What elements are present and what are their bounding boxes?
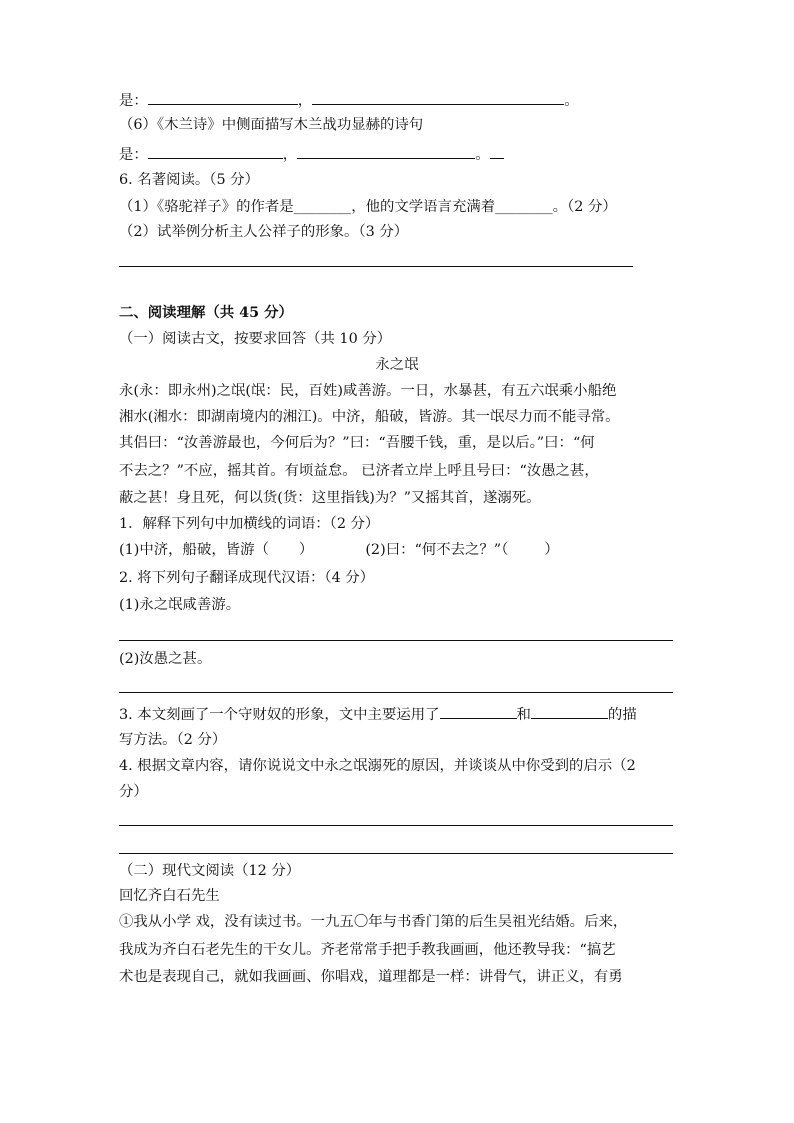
part-2-heading: （二）现代文阅读（12 分） — [119, 863, 301, 879]
passage-line: 其侣曰：“汝善游最也，今何后为？”曰：“吾腰千钱，重，是以后。”曰：“何 — [119, 435, 595, 451]
question-1a: (1)中济，船破，皆游（ — [119, 542, 269, 558]
article-line: 我成为齐白石老先生的干女儿。齐老常常手把手教我画画，他还教导我：“搞艺 — [119, 942, 616, 958]
article-line: 术也是表现自己，就如我画画、你唱戏，道理都是一样：讲骨气，讲正义，有勇 — [119, 969, 623, 985]
answer-rule[interactable] — [119, 692, 673, 693]
question-1: 1．解释下列句中加横线的词语：（2 分） — [119, 516, 380, 532]
question-1b: (2)曰：“何不去之？”（ — [365, 542, 509, 558]
answer-rule[interactable] — [119, 825, 673, 826]
question-3-text-end: 的描 — [607, 707, 637, 723]
answer-rule[interactable] — [119, 853, 673, 854]
comma: ， — [282, 147, 298, 163]
passage-line: 蔽之甚！身且死，何以货(货：这里指钱)为？”又摇其首，遂溺死。 — [119, 490, 541, 506]
passage-line: 不去之？”不应，摇其首。有顷益怠。 已济者立岸上呼且号曰：“汝愚之甚， — [119, 463, 599, 479]
blank[interactable] — [297, 143, 475, 159]
answer-line-6 — [119, 143, 504, 165]
paren-close: ） — [544, 542, 559, 558]
question-2: 2. 将下列句子翻译成现代汉语：（4 分） — [119, 570, 375, 586]
article-title: 回忆齐白石先生 — [119, 888, 220, 904]
passage-line: 湘水(湘水：即湖南境内的湘江)。中济，船破，皆游。其一氓尽力而不能寻常。 — [119, 409, 620, 425]
blank-tail — [490, 143, 504, 159]
question-6-sub: （6）《木兰诗》中侧面描写木兰战功显赫的诗句 — [119, 117, 424, 133]
period: 。 — [475, 147, 490, 163]
question-2a: (1)永之氓咸善游。 — [119, 597, 241, 613]
question-1-items — [119, 540, 559, 560]
answer-line-5 — [119, 89, 579, 111]
question-3-line-2: 写方法。（2 分） — [119, 732, 227, 748]
paren-close: ） — [298, 542, 314, 558]
article-line: ①我从小学 戏，没有读过书。一九五〇年与书香门第的后生吴祖光结婚。后来， — [119, 914, 628, 930]
passage-line: 永(永：即永州)之氓(氓：民，百姓)咸善游。一日，水暴甚，有五六氓乘小船绝 — [119, 383, 617, 399]
part-1-heading: （一）阅读古文，按要求回答（共 10 分） — [119, 331, 392, 347]
blank[interactable] — [148, 143, 283, 159]
blank[interactable] — [148, 89, 298, 105]
period: 。 — [564, 93, 579, 109]
question-6-item-2: （2）试举例分析主人公祥子的形象。（3 分） — [119, 224, 409, 240]
question-2b: (2)汝愚之甚。 — [119, 651, 212, 667]
answer-prefix: 是： — [119, 93, 148, 109]
blank[interactable] — [531, 703, 608, 719]
answer-prefix: 是： — [119, 147, 148, 163]
question-6-item-1: （1）《骆驼祥子》的作者是________，他的文学语言充满着________。（2 分） — [119, 199, 617, 215]
question-3-text: 3. 本文刻画了一个守财奴的形象，文中主要运用了 — [119, 707, 440, 723]
blank[interactable] — [312, 89, 564, 105]
question-4-line-2: 分） — [119, 784, 148, 800]
question-6-heading: 6. 名著阅读。（5 分） — [119, 172, 259, 188]
passage-title: 永之氓 — [375, 357, 419, 373]
question-3-and: 和 — [516, 707, 531, 723]
answer-rule[interactable] — [119, 266, 633, 267]
comma: ， — [297, 93, 313, 109]
question-3 — [119, 703, 637, 725]
answer-rule[interactable] — [119, 640, 673, 641]
section-heading: 二、阅读理解（共 45 分） — [119, 304, 293, 321]
question-4: 4. 根据文章内容，请你说说文中永之氓溺死的原因，并谈谈从中你受到的启示（2 — [119, 758, 636, 774]
blank[interactable] — [440, 703, 517, 719]
